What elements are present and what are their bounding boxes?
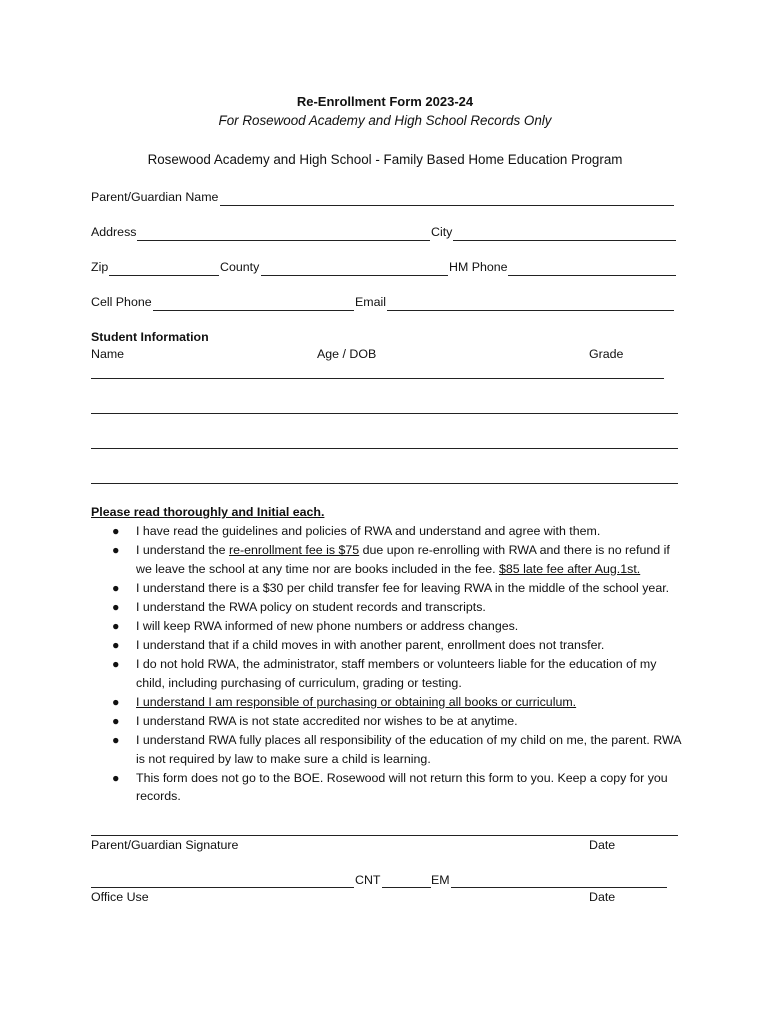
parent-name-field[interactable]: [220, 205, 674, 206]
terms-item-text: I have read the guidelines and policies of RWA and understand and agree with them.: [136, 524, 601, 538]
county-field[interactable]: [261, 275, 448, 276]
enrollment-fee-text: re-enrollment fee is $75: [229, 543, 360, 558]
em-field[interactable]: [451, 887, 667, 888]
cell-phone-label: Cell Phone: [91, 295, 152, 309]
cell-phone-field[interactable]: [153, 310, 354, 311]
bullet-icon: ●: [112, 733, 120, 748]
office-date-label: Date: [589, 890, 616, 904]
terms-item-text: due upon re-enrolling with RWA and there is no refund if we leave the school at any time nor are books included in the fee.: [136, 543, 670, 576]
student-age-column: Age / DOB: [317, 347, 377, 361]
parent-signature-label: Parent/Guardian Signature: [91, 838, 239, 852]
office-use-label: Office Use: [91, 890, 149, 904]
student-row-4-field[interactable]: [91, 483, 678, 484]
terms-item: [108, 693, 688, 712]
student-grade-column: Grade: [589, 347, 624, 361]
city-label: City: [431, 225, 453, 239]
parent-signature-field[interactable]: [91, 835, 678, 836]
terms-item: [108, 598, 688, 617]
hm-phone-label: HM Phone: [449, 260, 508, 274]
terms-item-text: I understand RWA fully places all responsibility of the education of my child on me, the parent. RWA is not required by law to make sure a child is learning.: [136, 733, 681, 766]
terms-item: [108, 712, 688, 731]
student-info-heading: Student Information: [91, 330, 209, 344]
late-fee-text: $85 late fee after Aug.1st.: [499, 561, 641, 576]
terms-item: [108, 769, 688, 806]
terms-item: [108, 541, 688, 578]
terms-item-text: I do not hold RWA, the administrator, staff members or volunteers liable for the education of my child, including purchasing of curriculum, grading or testing.: [136, 657, 657, 690]
bullet-icon: ●: [112, 599, 120, 614]
bullet-icon: ●: [112, 770, 120, 785]
program-name: Rosewood Academy and High School - Family Based Home Education Program: [147, 152, 623, 167]
bullet-icon: ●: [112, 524, 120, 538]
terms-item-text: I understand the RWA policy on student records and transcripts.: [136, 599, 486, 614]
bullet-icon: ●: [112, 580, 120, 595]
zip-label: Zip: [91, 260, 109, 274]
office-use-field[interactable]: [91, 887, 354, 888]
hm-phone-field[interactable]: [508, 275, 676, 276]
terms-item: [108, 731, 688, 768]
terms-item: [108, 579, 688, 598]
em-label: EM: [431, 873, 450, 887]
student-row-2-field[interactable]: [91, 413, 678, 414]
bullet-icon: ●: [112, 657, 120, 672]
student-row-1-field[interactable]: [91, 378, 664, 379]
terms-item: [108, 617, 688, 636]
terms-item: [108, 655, 688, 692]
signature-date-label: Date: [589, 838, 616, 852]
form-title: Re-Enrollment Form 2023-24: [296, 94, 474, 109]
county-label: County: [220, 260, 260, 274]
terms-item-text: I understand I am responsible of purchasing or obtaining all books or curriculum.: [136, 694, 577, 709]
terms-list: [108, 522, 688, 806]
email-label: Email: [355, 295, 386, 309]
bullet-icon: ●: [112, 543, 120, 558]
student-row-3-field[interactable]: [91, 448, 678, 449]
zip-field[interactable]: [109, 275, 219, 276]
parent-name-label: Parent/Guardian Name: [91, 190, 219, 204]
terms-item-text: I will keep RWA informed of new phone numbers or address changes.: [136, 618, 519, 633]
cnt-label: CNT: [355, 873, 381, 887]
terms-item-text: I understand the: [136, 543, 229, 558]
email-field[interactable]: [387, 310, 674, 311]
terms-heading: Please read thoroughly and Initial each.: [91, 505, 325, 519]
terms-item-text: I understand there is a $30 per child transfer fee for leaving RWA in the middle of the school year.: [136, 580, 670, 595]
student-name-column: Name: [91, 347, 125, 361]
form-subtitle: For Rosewood Academy and High School Records Only: [218, 113, 552, 128]
address-label: Address: [91, 225, 137, 239]
bullet-icon: ●: [112, 638, 120, 653]
cnt-field[interactable]: [382, 887, 431, 888]
bullet-icon: ●: [112, 713, 120, 728]
terms-item-text: I understand RWA is not state accredited nor wishes to be at anytime.: [136, 713, 518, 728]
city-field[interactable]: [453, 240, 676, 241]
terms-item: [108, 522, 688, 541]
terms-item: [108, 636, 688, 655]
bullet-icon: ●: [112, 618, 120, 633]
bullet-icon: ●: [112, 694, 120, 709]
terms-item-text: I understand that if a child moves in with another parent, enrollment does not transfer.: [136, 638, 605, 653]
terms-item-text: This form does not go to the BOE. Rosewood will not return this form to you. Keep a copy for you records.: [136, 770, 668, 804]
address-field[interactable]: [137, 240, 430, 241]
